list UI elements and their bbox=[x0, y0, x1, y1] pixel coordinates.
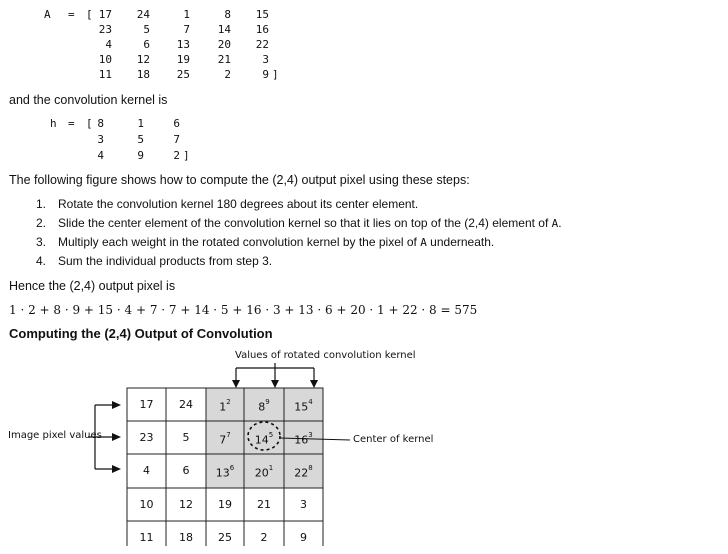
diagram-cell bbox=[127, 421, 166, 454]
kernel-h-cell: 2 bbox=[173, 149, 181, 162]
matrix-a-open-bracket: [ bbox=[86, 8, 93, 21]
step-number: 4. bbox=[36, 254, 47, 268]
kernel-h-label: h bbox=[50, 117, 57, 130]
pixel-value: 14 bbox=[254, 433, 269, 447]
pixel-value: 25 bbox=[218, 531, 232, 544]
matrix-a-cell: 22 bbox=[255, 38, 270, 51]
matrix-a-cell: 14 bbox=[217, 23, 232, 36]
diagram-cell bbox=[244, 521, 284, 554]
diagram-cell bbox=[244, 454, 284, 487]
kernel-weight: 1 bbox=[268, 464, 274, 472]
kernel-weight: 7 bbox=[226, 431, 231, 439]
matrix-a-cell: 24 bbox=[136, 8, 151, 21]
hence-text: Hence the (2,4) output pixel is bbox=[9, 279, 176, 293]
kernel-intro: and the convolution kernel is bbox=[9, 93, 168, 107]
diagram-cell bbox=[127, 521, 166, 554]
pixel-value: 16 bbox=[294, 433, 309, 447]
diagram-cell bbox=[206, 521, 244, 554]
matrix-a-cell: 3 bbox=[262, 53, 270, 66]
kernel-h-cell: 1 bbox=[137, 117, 145, 130]
diagram-cell bbox=[244, 488, 284, 521]
diagram-cell bbox=[166, 454, 206, 487]
matrix-a-cell: 2 bbox=[224, 68, 232, 81]
matrix-a-cell: 9 bbox=[262, 68, 270, 81]
step-code: A bbox=[420, 236, 427, 249]
pixel-value: 17 bbox=[139, 398, 154, 411]
top-arrowheads bbox=[232, 380, 318, 388]
diagram-cell bbox=[166, 488, 206, 521]
pixel-value: 1 bbox=[219, 400, 227, 414]
kernel-h-cell: 4 bbox=[97, 149, 105, 162]
pixel-value: 9 bbox=[300, 531, 307, 544]
step-text-end: underneath. bbox=[426, 235, 495, 249]
diagram-cell bbox=[284, 388, 323, 421]
pixel-value: 24 bbox=[179, 398, 193, 411]
kernel-weight: 8 bbox=[308, 464, 313, 472]
diagram-cell bbox=[206, 388, 244, 421]
pixel-value: 4 bbox=[143, 464, 150, 477]
diagram-cell bbox=[166, 388, 206, 421]
pixel-value: 7 bbox=[219, 433, 227, 447]
pixel-value: 3 bbox=[300, 498, 307, 511]
diagram-cell bbox=[127, 488, 166, 521]
step-text: Multiply each weight in the rotated convolution kernel by the pixel of bbox=[58, 235, 421, 249]
kernel-h-cell: 8 bbox=[97, 117, 105, 130]
step-text: Sum the individual products from step 3. bbox=[58, 254, 273, 268]
matrix-a-equals: = bbox=[68, 8, 75, 21]
pixel-value: 22 bbox=[294, 466, 309, 480]
matrix-a-cell: 17 bbox=[98, 8, 113, 21]
pixel-value: 12 bbox=[179, 498, 193, 511]
step-code: A bbox=[551, 217, 559, 230]
matrix-a-cell: 11 bbox=[98, 68, 113, 81]
kernel-weight: 5 bbox=[268, 431, 274, 439]
step-text: Rotate the convolution kernel 180 degrees about its center element. bbox=[58, 197, 419, 211]
pixel-value: 6 bbox=[182, 464, 190, 477]
kernel-h-cell: 9 bbox=[137, 149, 145, 162]
pixel-value: 23 bbox=[139, 431, 154, 444]
kernel-weight: 3 bbox=[308, 431, 313, 439]
diagram-cell bbox=[166, 521, 206, 554]
figure-intro: The following figure shows how to compute the (2,4) output pixel using these steps: bbox=[9, 173, 470, 187]
kernel-weight: 4 bbox=[308, 398, 313, 406]
kernel-h-cell: 6 bbox=[173, 117, 181, 130]
diagram-cell bbox=[244, 388, 284, 421]
matrix-a-cell: 6 bbox=[143, 38, 151, 51]
kernel-h-equals: = bbox=[68, 117, 75, 130]
matrix-a-close-bracket: ] bbox=[272, 68, 279, 81]
diagram-cell bbox=[284, 454, 323, 487]
pixel-value: 11 bbox=[139, 531, 154, 544]
matrix-a-cell: 25 bbox=[176, 68, 191, 81]
matrix-a-cell: 5 bbox=[143, 23, 151, 36]
matrix-a-cell: 12 bbox=[136, 53, 151, 66]
step-number: 2. bbox=[36, 216, 47, 230]
step-number: 1. bbox=[36, 197, 47, 211]
matrix-a-cell: 1 bbox=[183, 8, 191, 21]
diagram-cell bbox=[127, 454, 166, 487]
kernel-h-close-bracket: ] bbox=[183, 149, 190, 162]
matrix-a-cell: 13 bbox=[176, 38, 191, 51]
pixel-value: 8 bbox=[258, 400, 266, 414]
matrix-a-cell: 10 bbox=[98, 53, 113, 66]
kernel-h-cell: 7 bbox=[173, 133, 181, 146]
diagram-cell bbox=[284, 521, 323, 554]
kernel-weight: 9 bbox=[265, 398, 270, 406]
pixel-value: 15 bbox=[294, 400, 309, 414]
step-text-end: . bbox=[558, 216, 562, 230]
figure-title: Computing the (2,4) Output of Convolution bbox=[9, 326, 273, 341]
matrix-a-cell: 23 bbox=[98, 23, 113, 36]
kernel-h-cell: 5 bbox=[137, 133, 145, 146]
pixel-value: 5 bbox=[182, 431, 190, 444]
diagram-cell bbox=[206, 454, 244, 487]
diagram-cell bbox=[206, 421, 244, 454]
diagram-cell bbox=[166, 421, 206, 454]
pixel-value: 13 bbox=[215, 466, 230, 480]
top-bracket bbox=[236, 363, 314, 380]
matrix-a-cell: 20 bbox=[217, 38, 232, 51]
label-image-pixels: Image pixel values bbox=[8, 430, 102, 441]
label-kernel-values: Values of rotated convolution kernel bbox=[235, 350, 416, 361]
matrix-a-cell: 19 bbox=[176, 53, 191, 66]
matrix-a-cell: 8 bbox=[224, 8, 232, 21]
pixel-value: 18 bbox=[179, 531, 193, 544]
kernel-weight: 6 bbox=[229, 464, 235, 472]
kernel-h-open-bracket: [ bbox=[86, 117, 93, 130]
left-arrowheads bbox=[112, 401, 121, 473]
pixel-value: 21 bbox=[257, 498, 271, 511]
pixel-value: 19 bbox=[218, 498, 232, 511]
matrix-a-cell: 15 bbox=[255, 8, 270, 21]
step-number: 3. bbox=[36, 235, 47, 249]
kernel-weight: 2 bbox=[226, 398, 231, 406]
step-text: Slide the center element of the convolution kernel so that it lies on top of the (2,4) element of bbox=[58, 216, 552, 230]
kernel-h-cell: 3 bbox=[97, 133, 105, 146]
formula: 1 · 2 + 8 · 9 + 15 · 4 + 7 · 7 + 14 · 5 + 16 · 3 + 13 · 6 + 20 · 1 + 22 · 8 = 575 bbox=[9, 303, 478, 317]
pixel-value: 2 bbox=[260, 531, 268, 544]
pixel-value: 10 bbox=[139, 498, 154, 511]
pixel-value: 20 bbox=[254, 466, 269, 480]
diagram-cell bbox=[244, 421, 284, 454]
matrix-a-cell: 4 bbox=[105, 38, 113, 51]
matrix-a-cell: 21 bbox=[217, 53, 232, 66]
diagram-cell bbox=[284, 421, 323, 454]
diagram-cell bbox=[284, 488, 323, 521]
matrix-a-cell: 7 bbox=[183, 23, 191, 36]
diagram-cell bbox=[127, 388, 166, 421]
matrix-a-cell: 16 bbox=[255, 23, 270, 36]
label-center-kernel: Center of kernel bbox=[353, 434, 434, 445]
matrix-a-label: A bbox=[44, 8, 51, 21]
matrix-a-cell: 18 bbox=[136, 68, 151, 81]
diagram-cell bbox=[206, 488, 244, 521]
